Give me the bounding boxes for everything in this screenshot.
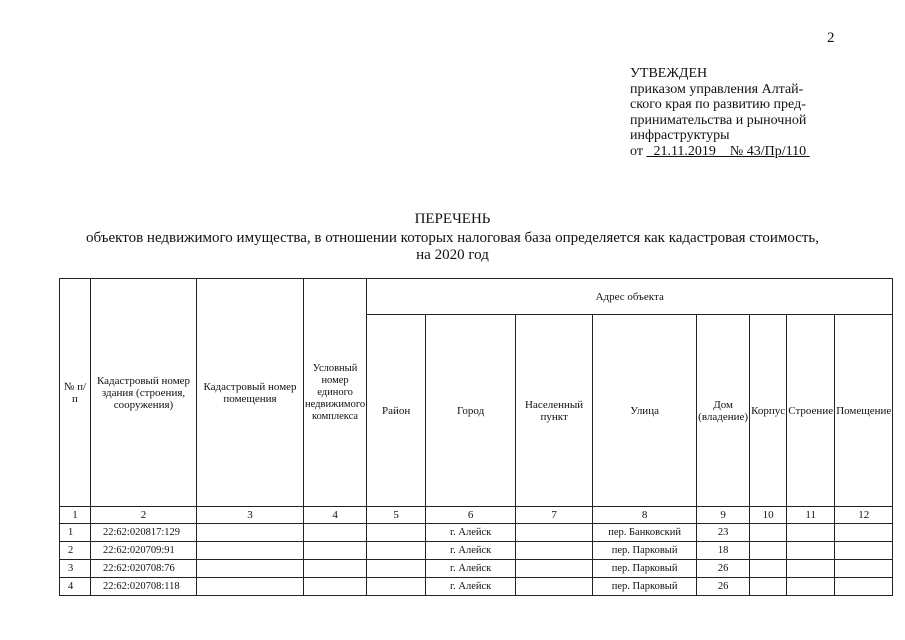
- header-building-cadastral: Кадастровый номер здания (строения, сооружения): [91, 279, 197, 507]
- cell-street: пер. Банковский: [593, 524, 697, 542]
- cell-city: г. Алейск: [426, 524, 516, 542]
- column-number: 5: [367, 507, 426, 524]
- cell-complex: [304, 542, 367, 560]
- document-year: на 2020 год: [416, 247, 489, 263]
- cell-city: г. Алейск: [426, 542, 516, 560]
- header-settlement: Населенный пункт: [516, 315, 593, 507]
- header-pomeshchenie: Помещение: [835, 315, 893, 507]
- header-premise-cadastral: Кадастровый номер помещения: [197, 279, 304, 507]
- cell-settlement: [516, 578, 593, 596]
- header-stroenie: Строение: [787, 315, 835, 507]
- column-number-row: [60, 507, 893, 524]
- cell-pomeshchenie: [835, 542, 893, 560]
- cell-house: 23: [697, 524, 750, 542]
- approval-title: УТВЕЖДЕН: [630, 66, 708, 81]
- objects-table: [59, 278, 893, 596]
- cell-premise: [197, 578, 304, 596]
- column-number: 2: [91, 507, 197, 524]
- table-row: [60, 542, 893, 560]
- approval-line: принимательства и рыночной: [630, 112, 807, 128]
- cell-settlement: [516, 542, 593, 560]
- header-num: № п/п: [60, 279, 91, 507]
- cell-num: 3: [60, 560, 91, 578]
- cell-district: [367, 560, 426, 578]
- table-row: [60, 578, 893, 596]
- cell-cadastral: 22:62:020709:91: [91, 542, 197, 560]
- header-korpus: Корпус: [750, 315, 787, 507]
- cell-korpus: [750, 524, 787, 542]
- cell-cadastral: 22:62:020708:76: [91, 560, 197, 578]
- cell-district: [367, 578, 426, 596]
- cell-pomeshchenie: [835, 560, 893, 578]
- cell-stroenie: [787, 560, 835, 578]
- approval-stamp: [630, 66, 870, 159]
- table-row: [60, 560, 893, 578]
- cell-city: г. Алейск: [426, 578, 516, 596]
- cell-stroenie: [787, 524, 835, 542]
- cell-premise: [197, 560, 304, 578]
- header-district: Район: [367, 315, 426, 507]
- cell-num: 4: [60, 578, 91, 596]
- approval-line: инфраструктуры: [630, 128, 730, 143]
- cell-street: пер. Парковый: [593, 578, 697, 596]
- cell-korpus: [750, 542, 787, 560]
- table-row: [60, 524, 893, 542]
- header-street: Улица: [593, 315, 697, 507]
- column-number: 1: [60, 507, 91, 524]
- cell-num: 2: [60, 542, 91, 560]
- cell-district: [367, 524, 426, 542]
- column-number: 8: [593, 507, 697, 524]
- cell-complex: [304, 578, 367, 596]
- cell-korpus: [750, 560, 787, 578]
- cell-settlement: [516, 524, 593, 542]
- cell-pomeshchenie: [835, 524, 893, 542]
- cell-house: 26: [697, 578, 750, 596]
- cell-district: [367, 542, 426, 560]
- column-number: 3: [197, 507, 304, 524]
- document-subtitle: объектов недвижимого имущества, в отношении которых налоговая база определяется как кадастровая стоимость,: [85, 230, 820, 246]
- header-city: Город: [426, 315, 516, 507]
- cell-city: г. Алейск: [426, 560, 516, 578]
- cell-korpus: [750, 578, 787, 596]
- cell-stroenie: [787, 578, 835, 596]
- column-number: 6: [426, 507, 516, 524]
- cell-street: пер. Парковый: [593, 560, 697, 578]
- cell-pomeshchenie: [835, 578, 893, 596]
- approval-line: ского края по развитию пред-: [630, 97, 806, 112]
- cell-cadastral: 22:62:020817:129: [91, 524, 197, 542]
- cell-premise: [197, 524, 304, 542]
- approval-line: приказом управления Алтай-: [630, 81, 804, 97]
- approval-date: 21.11.2019 № 43/Пр/110: [653, 143, 807, 159]
- approval-date-prefix: от: [630, 143, 643, 159]
- cell-street: пер. Парковый: [593, 542, 697, 560]
- cell-stroenie: [787, 542, 835, 560]
- column-number: 10: [750, 507, 787, 524]
- cell-num: 1: [60, 524, 91, 542]
- cell-complex: [304, 560, 367, 578]
- cell-settlement: [516, 560, 593, 578]
- cell-house: 18: [697, 542, 750, 560]
- cell-house: 26: [697, 560, 750, 578]
- column-number: 11: [787, 507, 835, 524]
- approval-date-line: [630, 144, 870, 160]
- document-title: ПЕРЕЧЕНЬ: [414, 211, 491, 227]
- header-complex-number: Условный номер единого недвижимого комплекса: [304, 279, 367, 507]
- cell-premise: [197, 542, 304, 560]
- header-address: Адрес объекта: [367, 279, 893, 315]
- cell-cadastral: 22:62:020708:118: [91, 578, 197, 596]
- column-number: 7: [516, 507, 593, 524]
- header-house: Дом (владение): [697, 315, 750, 507]
- column-number: 9: [697, 507, 750, 524]
- column-number: 12: [835, 507, 893, 524]
- cell-complex: [304, 524, 367, 542]
- column-number: 4: [304, 507, 367, 524]
- page-number: 2: [827, 30, 835, 46]
- approval-number: № 43/Пр/110: [729, 143, 807, 159]
